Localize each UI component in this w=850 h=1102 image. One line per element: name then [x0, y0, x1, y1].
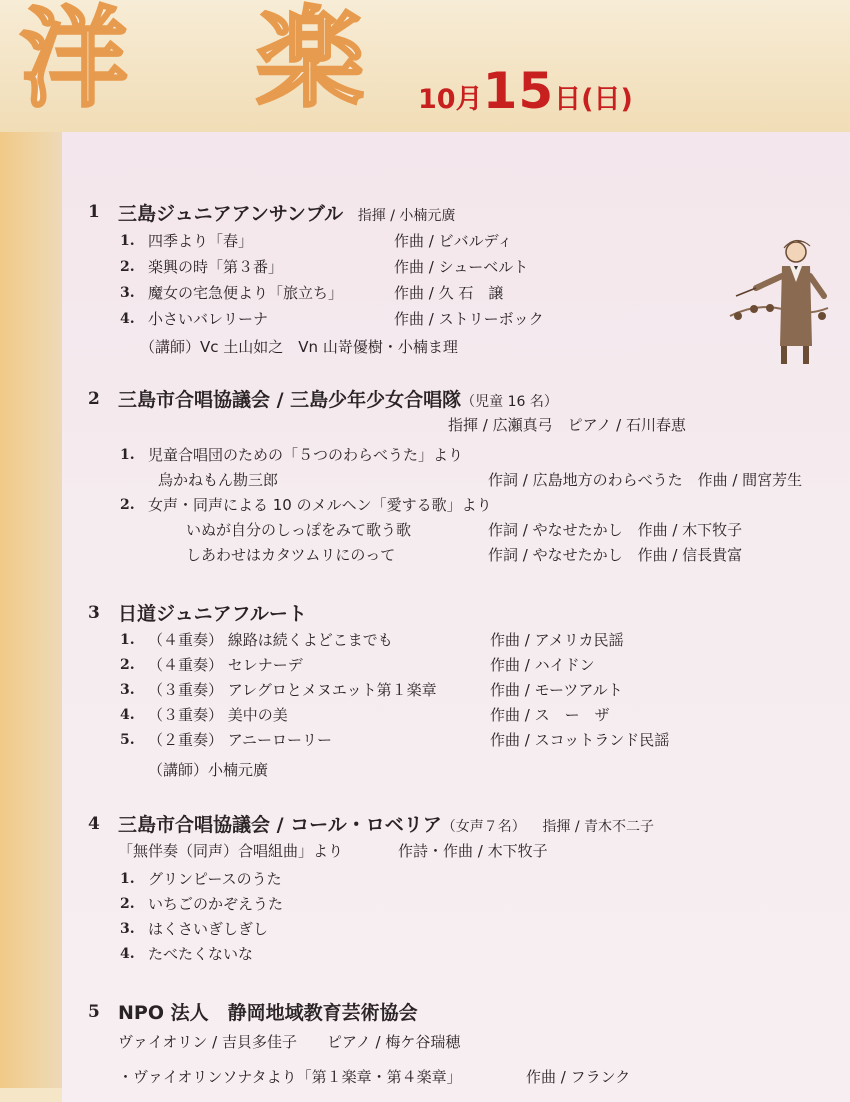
program-3-piece-4-credit: 作曲 / ス ー ザ: [490, 706, 610, 724]
program-3-piece-5-number: 5.: [120, 732, 135, 748]
program-4-piece-2-number: 2.: [120, 896, 135, 912]
program-3-piece-2-number: 2.: [120, 657, 135, 673]
date-month: 10: [418, 84, 456, 115]
date-weekday: (日): [581, 84, 633, 115]
program-4-piece-2-title: いちごのかぞえうた: [148, 895, 284, 913]
program-2-title: [118, 385, 558, 412]
program-1-number: 1: [88, 202, 100, 222]
program-2-piece-1a-title: 烏かねもん勘三郎: [158, 471, 279, 489]
program-2-piece-2b-credit: 作詞 / やなせたかし 作曲 / 信長貴富: [488, 546, 743, 564]
program-4-piece-1-number: 1.: [120, 871, 135, 887]
program-2-title-text: 三島市合唱協議会 / 三島少年少女合唱隊: [118, 389, 462, 411]
title-char-2: 楽: [256, 0, 365, 122]
program-3-piece-3-title: （３重奏） アレグロとメヌエット第１楽章: [148, 681, 437, 699]
program-2-piece-2-title: 女声・同声による 10 のメルヘン「愛する歌」より: [148, 496, 492, 514]
program-1-piece-3-title: 魔女の宅急便より「旅立ち」: [148, 284, 344, 302]
program-1-credit: 指揮 / 小楠元廣: [357, 208, 456, 224]
program-1-title: [118, 199, 455, 226]
program-4-title: [118, 810, 654, 837]
program-1-piece-3-number: 3.: [120, 285, 135, 301]
date-day-unit: 日: [554, 84, 582, 115]
program-1-title-text: 三島ジュニアアンサンブル: [118, 203, 344, 225]
program-4-intro: 「無伴奏（同声）合唱組曲」より: [118, 842, 344, 860]
program-1-piece-4-number: 4.: [120, 311, 135, 327]
program-1-piece-1-number: 1.: [120, 233, 135, 249]
program-5-piece-1-credit: 作曲 / フランク: [526, 1068, 631, 1086]
program-2-title-sub: （児童 16 名）: [461, 394, 558, 410]
date-day: 15: [482, 62, 555, 120]
program-3-piece-2-title: （４重奏） セレナーデ: [148, 656, 303, 674]
program-3-piece-3-number: 3.: [120, 682, 135, 698]
program-1-piece-2-number: 2.: [120, 259, 135, 275]
program-1-piece-3-credit: 作曲 / 久 石 譲: [394, 284, 504, 302]
program-5-piece-1-title: ・ヴァイオリンソナタより「第１楽章・第４楽章」: [118, 1068, 462, 1086]
program-2-credit: 指揮 / 広瀬真弓 ピアノ / 石川春恵: [448, 416, 686, 434]
program-3-piece-1-title: （４重奏） 線路は続くよどこまでも: [148, 631, 393, 649]
program-3-instructor: （講師）小楠元廣: [148, 761, 269, 779]
program-4-title-sub: （女声７名）: [441, 819, 526, 835]
program-3-piece-5-credit: 作曲 / スコットランド民謡: [490, 731, 670, 749]
program-4-piece-3-title: はくさいぎしぎし: [148, 920, 269, 938]
program-3-title: 日道ジュニアフルート: [118, 603, 307, 625]
program-3-piece-1-credit: 作曲 / アメリカ民謡: [490, 631, 624, 649]
program-2-piece-2a-credit: 作詞 / やなせたかし 作曲 / 木下牧子: [488, 521, 743, 539]
program-2-piece-1a-credit: 作詞 / 広島地方のわらべうた 作曲 / 間宮芳生: [488, 471, 803, 489]
program-3-piece-1-number: 1.: [120, 632, 135, 648]
program-3-number: 3: [88, 603, 100, 623]
program-2-piece-1-title: 児童合唱団のための「５つのわらべうた」より: [148, 446, 464, 464]
event-date: [418, 62, 633, 120]
program-3-piece-2-credit: 作曲 / ハイドン: [490, 656, 595, 674]
program-1-piece-4-title: 小さいバレリーナ: [148, 310, 269, 328]
program-5-performers: ヴァイオリン / 吉貝多佳子 ピアノ / 梅ケ谷瑞穂: [118, 1033, 461, 1051]
program-3-piece-4-number: 4.: [120, 707, 135, 723]
program-4-piece-4-title: たべたくないな: [148, 945, 254, 963]
program-4-piece-1-title: グリンピースのうた: [148, 870, 282, 888]
program-2-piece-2-number: 2.: [120, 497, 135, 513]
program-1-piece-2-credit: 作曲 / シューベルト: [394, 258, 529, 276]
program-1-piece-1-title: 四季より「春」: [148, 232, 254, 250]
program-5-title: NPO 法人 静岡地域教育芸術協会: [118, 1002, 418, 1024]
program-1-piece-2-title: 楽興の時「第３番」: [148, 258, 284, 276]
date-month-unit: 月: [455, 84, 483, 115]
program-1-instructors: （講師）Vc 土山如之 Vn 山嵜優樹・小楠ま理: [140, 338, 458, 356]
program-2-piece-2a-title: いぬが自分のしっぽをみて歌う歌: [186, 521, 412, 539]
program-4-number: 4: [88, 814, 100, 834]
program-4-piece-3-number: 3.: [120, 921, 135, 937]
side-band: [0, 132, 62, 1088]
program-4-title-text: 三島市合唱協議会 / コール・ロベリア: [118, 814, 442, 836]
program-4-intro-credit: 作詩・作曲 / 木下牧子: [398, 842, 548, 860]
program-3-piece-5-title: （２重奏） アニーローリー: [148, 731, 333, 749]
conductor-illustration: [728, 236, 838, 370]
program-2-number: 2: [88, 389, 100, 409]
program-4-credit: 指揮 / 青木不二子: [542, 819, 655, 835]
program-5-number: 5: [88, 1002, 100, 1022]
program-1-piece-1-credit: 作曲 / ビバルディ: [394, 232, 513, 250]
program-1-piece-4-credit: 作曲 / ストリーボック: [394, 310, 544, 328]
program-2-piece-1-number: 1.: [120, 447, 135, 463]
program-3-piece-4-title: （３重奏） 美中の美: [148, 706, 288, 724]
program-2-piece-2b-title: しあわせはカタツムリにのって: [186, 546, 396, 564]
program-3-piece-3-credit: 作曲 / モーツアルト: [490, 681, 623, 699]
program-4-piece-4-number: 4.: [120, 946, 135, 962]
title-char-1: 洋: [20, 0, 129, 122]
